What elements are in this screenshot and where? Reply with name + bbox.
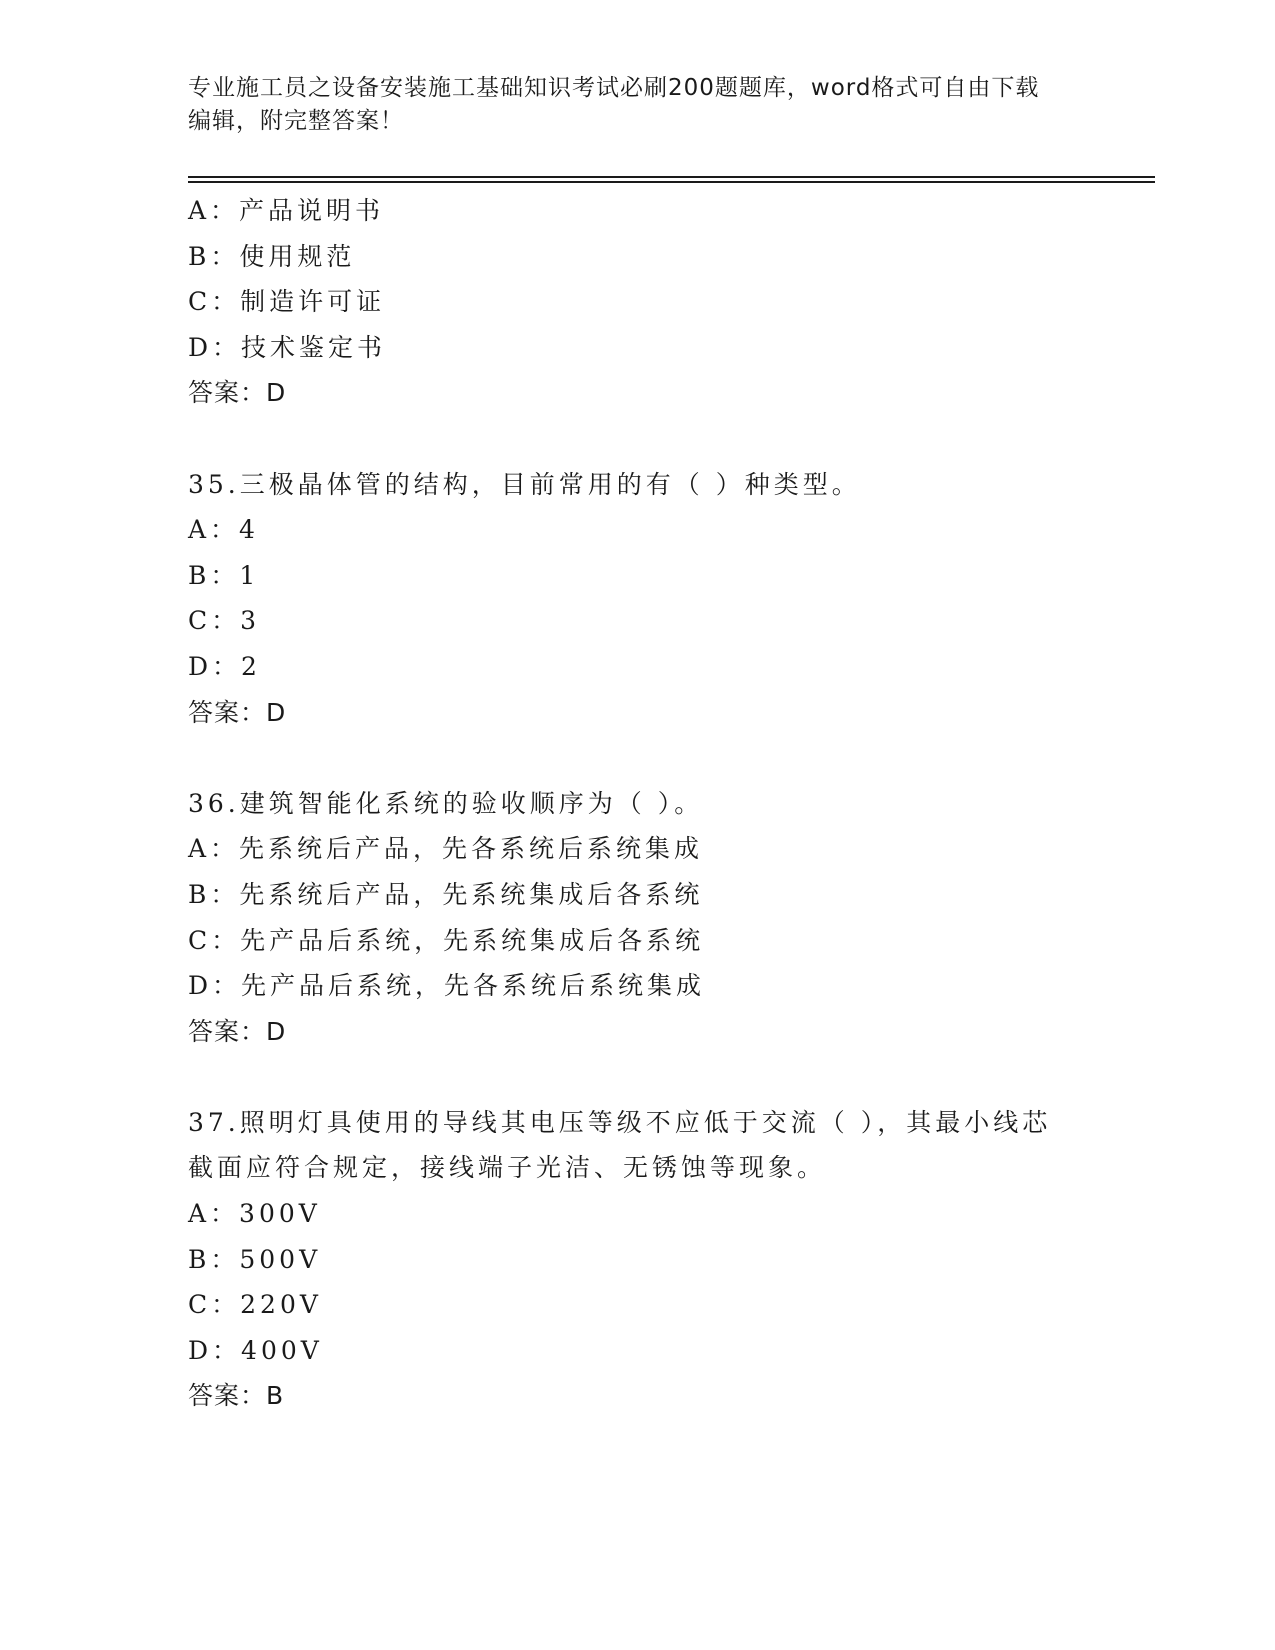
question-text: 35.三极晶体管的结构，目前常用的有（ ）种类型。 [188,469,861,499]
spacer [188,416,1148,462]
option-c: C：制造许可证 [188,287,386,317]
option-a: A：4 [188,515,259,545]
option-d: D：2 [188,651,261,681]
option-b: B：1 [188,560,260,590]
option-b: B：使用规范 [188,241,356,271]
answer: 答案：D [188,1016,287,1046]
answer: 答案：D [188,378,287,408]
spacer [188,1054,1148,1100]
header-divider-top [188,176,1155,178]
option-c: C：先产品后系统，先系统集成后各系统 [188,925,705,955]
question-35 [188,462,1148,736]
header-line-2: 编辑，附完整答案！ [188,108,404,134]
option-d: D：先产品后系统，先各系统后系统集成 [188,971,706,1001]
answer: 答案：B [188,1381,285,1411]
option-d: D：技术鉴定书 [188,332,387,362]
option-c: C：220V [188,1290,322,1320]
option-a: A：先系统后产品，先各系统后系统集成 [188,834,704,864]
header-line-1: 专业施工员之设备安装施工基础知识考试必刷200题题库，word格式可自由下载 [188,75,1040,101]
question-text: 36.建筑智能化系统的验收顺序为（ ）。 [188,788,704,818]
question-37 [188,1100,1148,1419]
question-list [188,188,1148,1419]
option-a: A：300V [188,1199,321,1229]
option-b: B：先系统后产品，先系统集成后各系统 [188,879,704,909]
option-d: D：400V [188,1335,323,1365]
answer: 答案：D [188,697,287,727]
question-36 [188,781,1148,1055]
option-a: A：产品说明书 [188,196,385,225]
question-text-line-2: 截面应符合规定，接线端子光洁、无锈蚀等现象。 [188,1153,827,1183]
header-divider-bottom [188,181,1155,183]
document-header [188,72,1088,138]
spacer [188,735,1148,781]
question-text-line-1: 37.照明灯具使用的导线其电压等级不应低于交流（ ），其最小线芯 [188,1107,1052,1137]
option-b: B：500V [188,1244,322,1274]
option-c: C：3 [188,606,261,636]
question-34 [188,188,1148,416]
